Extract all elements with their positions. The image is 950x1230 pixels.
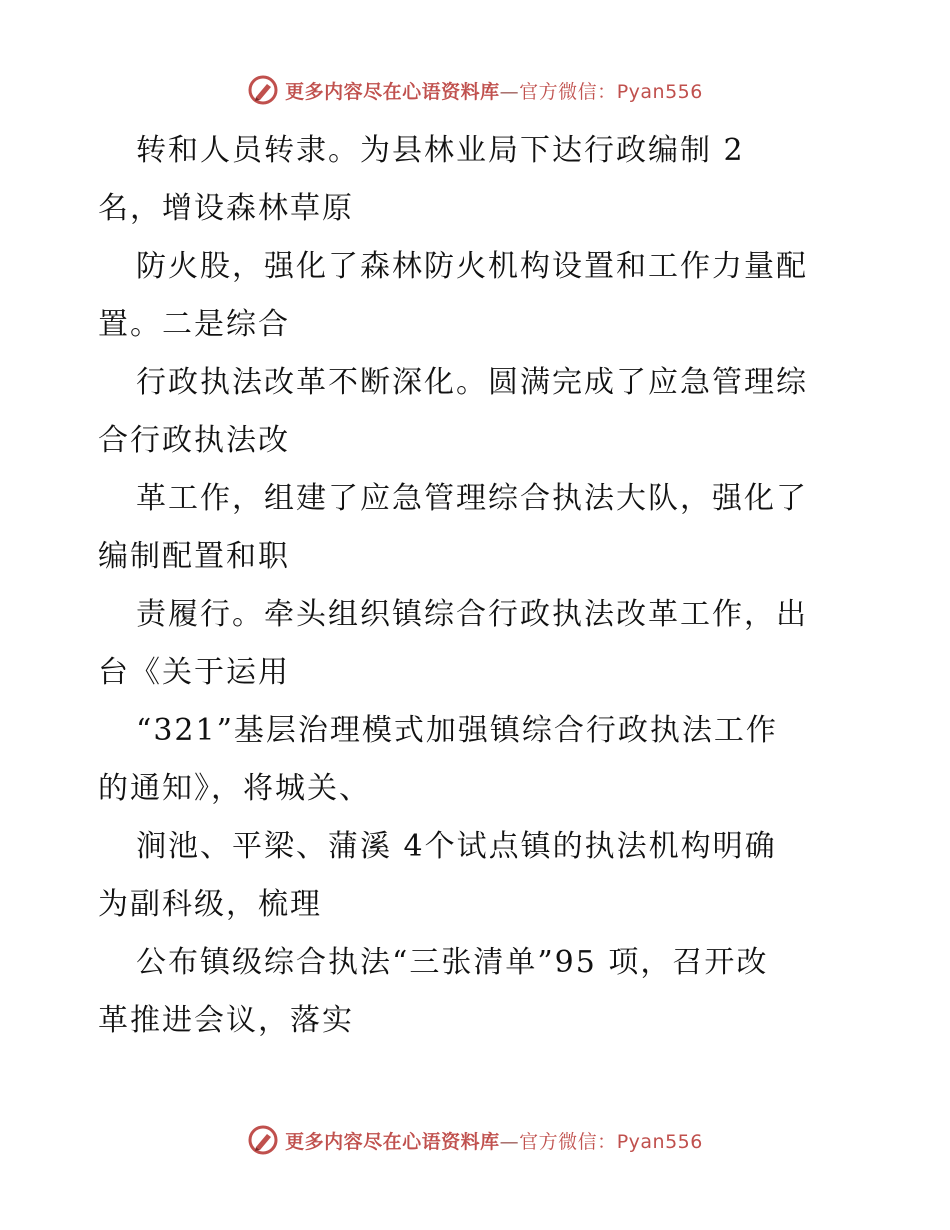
paragraph-line: 行政执法改革不断深化。圆满完成了应急管理综 — [136, 365, 808, 400]
paragraph-line: 名，增设森林草原 — [98, 191, 354, 226]
paragraph-line: 为副科级，梳理 — [98, 887, 322, 922]
paragraph-line: 置。二是综合 — [98, 307, 290, 342]
paragraph — [98, 354, 858, 470]
pen-logo-icon — [247, 74, 279, 106]
paragraph — [98, 238, 858, 354]
paragraph-line: 编制配置和职 — [98, 539, 290, 574]
paragraph — [98, 702, 858, 818]
watermark-text — [285, 1127, 703, 1154]
paragraph-line: 革推进会议，落实 — [98, 1003, 354, 1038]
paragraph-line: 公布镇级综合执法“三张清单”95 项，召开改 — [136, 945, 769, 980]
paragraph — [98, 586, 858, 702]
paragraph — [98, 934, 858, 1050]
watermark-label: 官方微信： — [519, 1130, 617, 1153]
header-watermark — [0, 72, 950, 108]
watermark-brand: 更多内容尽在心语资料库 — [285, 1130, 500, 1153]
paragraph — [98, 818, 858, 934]
watermark-separator: — — [499, 80, 520, 103]
watermark-handle: Pyan556 — [616, 1130, 703, 1153]
watermark-brand: 更多内容尽在心语资料库 — [285, 80, 500, 103]
paragraph-line: 合行政执法改 — [98, 423, 290, 458]
paragraph-line: 的通知》，将城关、 — [98, 771, 371, 806]
paragraph-line: 转和人员转隶。为县林业局下达行政编制 2 — [136, 133, 745, 168]
watermark-label: 官方微信： — [519, 80, 617, 103]
paragraph-line: 防火股，强化了森林防火机构设置和工作力量配 — [136, 249, 808, 284]
watermark-handle: Pyan556 — [616, 80, 703, 103]
paragraph-line: 责履行。牵头组织镇综合行政执法改革工作，出 — [136, 597, 808, 632]
paragraph-line: 革工作，组建了应急管理综合执法大队，强化了 — [136, 481, 808, 516]
paragraph — [98, 122, 858, 238]
footer-watermark — [0, 1122, 950, 1158]
paragraph-line: “321”基层治理模式加强镇综合行政执法工作 — [136, 713, 778, 748]
paragraph — [98, 470, 858, 586]
paragraph-line: 台《关于运用 — [98, 655, 290, 690]
watermark-text — [285, 77, 703, 104]
pen-logo-icon — [247, 1124, 279, 1156]
watermark-separator: — — [499, 1130, 520, 1153]
paragraph-line: 涧池、平梁、蒲溪 4个试点镇的执法机构明确 — [136, 829, 777, 864]
document-body — [98, 122, 858, 1050]
